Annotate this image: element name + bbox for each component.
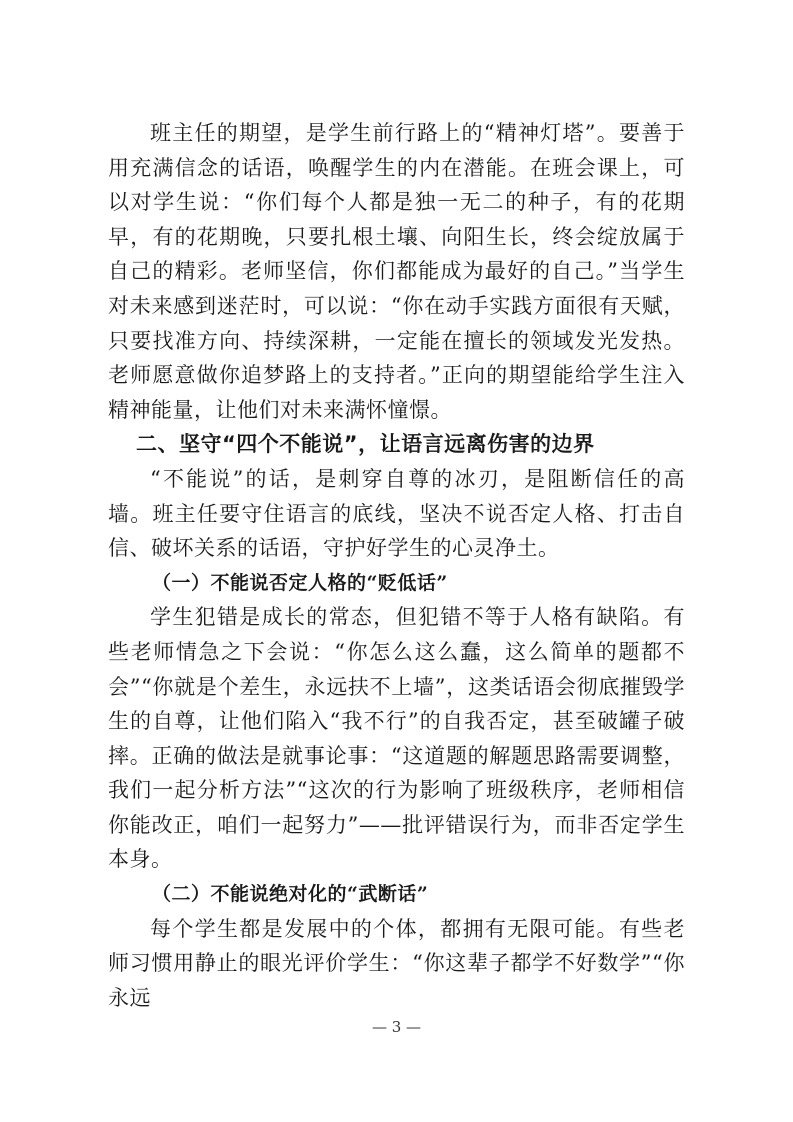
subheading-belittling-words: （一）不能说否定人格的“贬低话” [152, 571, 448, 594]
paragraph-arbitrary-words: 每个学生都是发展中的个体，都拥有无限可能。有些老师习惯用静止的眼光评价学生：“你这辈子都学不好数学”“你永远 [108, 916, 685, 1010]
paragraph-belittling-words: 学生犯错是成长的常态，但犯错不等于人格有缺陷。有些老师情急之下会说：“你怎么这么蠢，这么简单的题都不会”“你就是个差生，永远扶不上墙”，这类话语会彻底摧毁学生的自尊，让他们陷入“我不行”的自我否定，甚至破罐子破摔。正确的做法是就事论事：“这道题的解题思路需要调整，我们一起分析方法”“这次的行为影响了班级秩序，老师相信你能改正，咱们一起努力”——批评错误行为，而非否定学生本身。 [108, 605, 685, 872]
paragraph-expectation: 班主任的期望，是学生前行路上的“精神灯塔”。要善于用充满信念的话语，唤醒学生的内在潜能。在班会课上，可以对学生说：“你们每个人都是独一无二的种子，有的花期早，有的花期晚，只要扎根土壤、向阳生长，终会绽放属于自己的精彩。老师坚信，你们都能成为最好的自己。”当学生对未来感到迷茫时，可以说：“你在动手实践方面很有天赋，只要找准方向、持续深耕，一定能在擅长的领域发光发热。老师愿意做你追梦路上的支持者。”正向的期望能给学生注入精神能量，让他们对未来满怀憧憬。 [108, 121, 685, 422]
paragraph-bottom-line: “不能说”的话，是刺穿自尊的冰刃，是阻断信任的高墙。班主任要守住语言的底线，坚决不说否定人格、打击自信、破坏关系的话语，守护好学生的心灵净土。 [108, 466, 685, 561]
document-body [108, 116, 685, 1015]
subheading-arbitrary-words: （二）不能说绝对化的“武断话” [152, 883, 429, 906]
page-number: — 3 — [371, 1018, 422, 1036]
section-heading-four-not-say: 二、坚守“四个不能说”，让语言远离伤害的边界 [136, 432, 595, 457]
